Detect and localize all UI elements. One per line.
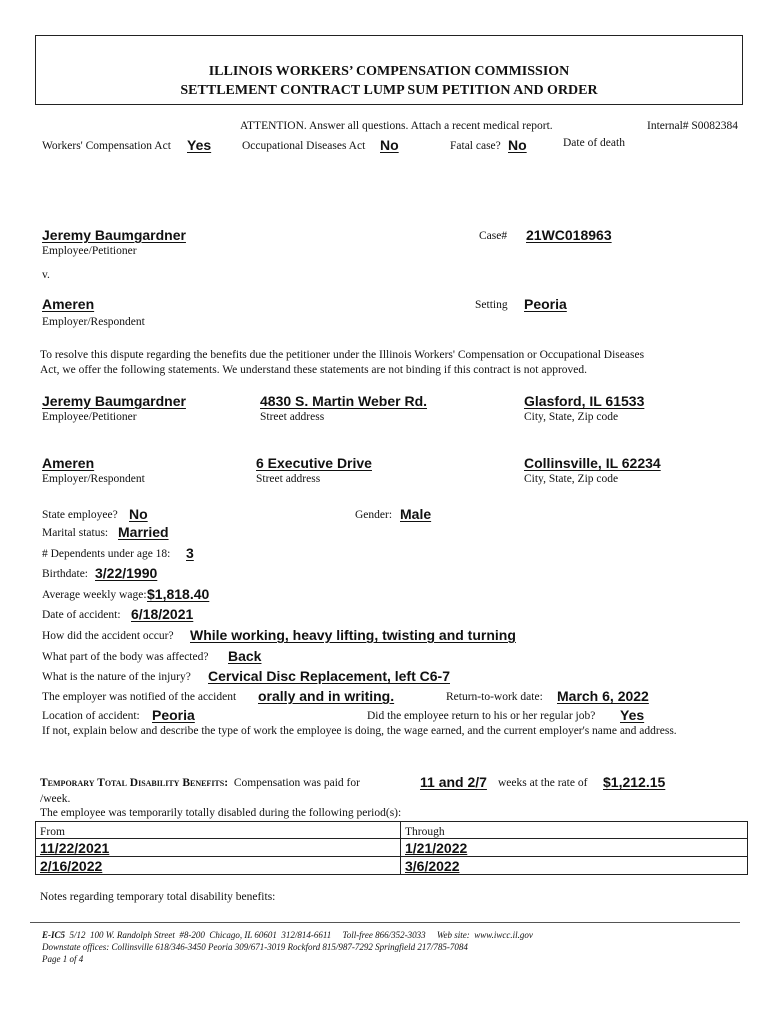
injury-label: What is the nature of the injury? [42, 671, 191, 683]
footer-form-code: IC5 [51, 930, 66, 940]
how-occurred-value[interactable]: While working, heavy lifting, twisting and turning [190, 627, 516, 643]
form-title-line2: SETTLEMENT CONTRACT LUMP SUM PETITION AND ORDER [180, 83, 598, 98]
period-from[interactable]: 11/22/2021 [36, 839, 401, 857]
employer-name-label: Employer/Respondent [42, 473, 145, 485]
date-of-death-label: Date of death [563, 137, 625, 149]
ttd-notes-label: Notes regarding temporary total disability benefits: [40, 891, 276, 903]
body-part-value[interactable]: Back [228, 648, 262, 664]
how-occurred-label: How did the accident occur? [42, 630, 174, 642]
ttd-per-week: /week. [40, 793, 71, 805]
gender-label: Gender: [355, 509, 393, 521]
employer-street[interactable]: 6 Executive Drive [256, 455, 372, 471]
marital-label: Marital status: [42, 527, 109, 539]
returned-label: Did the employee return to his or her regular job? [367, 710, 596, 722]
state-employee-value[interactable]: No [129, 506, 148, 522]
notified-label: The employer was notified of the accident [42, 691, 237, 703]
footer-line1-text: 5/12 100 W. Randolph Street #8-200 Chicago, IL 60601 312/814-6611 Toll-free 866/352-3033 Web site: www.iwcc.il.gov [65, 930, 533, 940]
ttd-heading: Temporary Total Disability Benefits: [40, 777, 229, 789]
table-row [36, 839, 748, 857]
od-act-label: Occupational Diseases Act [242, 140, 366, 152]
caption-respondent-label: Employer/Respondent [42, 316, 145, 328]
employee-city[interactable]: Glasford, IL 61533 [524, 393, 645, 409]
table-row [36, 857, 748, 875]
doa-value[interactable]: 6/18/2021 [131, 606, 194, 622]
notified-value[interactable]: orally and in writing. [258, 688, 395, 704]
ttd-rate-value[interactable]: $1,212.15 [603, 774, 666, 790]
setting-label: Setting [475, 299, 508, 311]
intro-line2: Act, we offer the following statements. We understand these statements are not binding if this contract is not approved. [40, 364, 587, 376]
attention-text: ATTENTION. Answer all questions. Attach a recent medical report. [240, 120, 553, 132]
setting-value[interactable]: Peoria [524, 296, 567, 312]
aww-label: Average weekly wage: [42, 589, 147, 601]
caption-petitioner[interactable]: Jeremy Baumgardner [42, 227, 186, 243]
versus-text: v. [42, 269, 50, 281]
table-header-row [36, 822, 748, 839]
employee-name[interactable]: Jeremy Baumgardner [42, 393, 186, 409]
case-number-value[interactable]: 21WC018963 [526, 227, 612, 243]
marital-value[interactable]: Married [118, 524, 169, 540]
period-through[interactable]: 1/21/2022 [401, 839, 748, 857]
rtw-label: Return-to-work date: [446, 691, 543, 703]
location-label: Location of accident: [42, 710, 140, 722]
employee-name-label: Employee/Petitioner [42, 411, 137, 423]
caption-respondent[interactable]: Ameren [42, 296, 95, 312]
internal-number: Internal# S0082384 [647, 120, 739, 132]
injury-value[interactable]: Cervical Disc Replacement, left C6-7 [208, 668, 450, 684]
returned-value[interactable]: Yes [620, 707, 645, 723]
employer-name[interactable]: Ameren [42, 455, 95, 471]
doa-label: Date of accident: [42, 609, 121, 621]
caption-petitioner-label: Employee/Petitioner [42, 245, 137, 257]
footer-divider [30, 922, 740, 923]
birthdate-value[interactable]: 3/22/1990 [95, 565, 158, 581]
form-title-line1: ILLINOIS WORKERS’ COMPENSATION COMMISSION [208, 64, 570, 79]
location-value[interactable]: Peoria [152, 707, 195, 723]
wc-act-label: Workers' Compensation Act [42, 140, 171, 152]
employee-street-label: Street address [260, 411, 325, 423]
case-number-label: Case# [479, 230, 508, 242]
gender-value[interactable]: Male [400, 506, 432, 522]
dependents-label: # Dependents under age 18: [42, 548, 171, 560]
ttd-periods-label: The employee was temporarily totally disabled during the following period(s): [40, 807, 402, 819]
od-act-value[interactable]: No [380, 137, 399, 153]
ttd-rate-label: weeks at the rate of [498, 777, 588, 789]
footer-page: Page 1 of 4 [42, 954, 84, 964]
employer-street-label: Street address [256, 473, 321, 485]
state-employee-label: State employee? [42, 509, 118, 521]
footer-line2: Downstate offices: Collinsville 618/346-3450 Peoria 309/671-3019 Rockford 815/987-7292 Springfield 217/785-7084 [42, 942, 468, 952]
explain-instructions: If not, explain below and describe the type of work the employee is doing, the wage earned, and the current employer's name and address. [42, 725, 677, 737]
fatal-case-label: Fatal case? [450, 140, 501, 152]
fatal-case-value[interactable]: No [508, 137, 527, 153]
footer-form-id: E- [42, 930, 51, 940]
dependents-value[interactable]: 3 [186, 545, 194, 561]
employer-city[interactable]: Collinsville, IL 62234 [524, 455, 661, 471]
employee-street[interactable]: 4830 S. Martin Weber Rd. [260, 393, 428, 409]
employer-city-label: City, State, Zip code [524, 473, 619, 485]
birthdate-label: Birthdate: [42, 568, 88, 580]
through-header: Through [401, 822, 748, 839]
from-header: From [36, 822, 401, 839]
title-box [35, 35, 743, 105]
ttd-weeks-value[interactable]: 11 and 2/7 [420, 774, 487, 790]
period-through[interactable]: 3/6/2022 [401, 857, 748, 875]
footer-line1 [42, 930, 533, 940]
wc-act-value[interactable]: Yes [187, 137, 212, 153]
rtw-value[interactable]: March 6, 2022 [557, 688, 649, 704]
ttd-periods-table [35, 821, 748, 875]
ttd-paid-label: Compensation was paid for [233, 777, 360, 789]
employee-city-label: City, State, Zip code [524, 411, 619, 423]
intro-line1: To resolve this dispute regarding the benefits due the petitioner under the Illinois Workers' Compensation or Occupational Diseases [40, 349, 645, 361]
body-part-label: What part of the body was affected? [42, 651, 209, 663]
period-from[interactable]: 2/16/2022 [36, 857, 401, 875]
aww-value[interactable]: $1,818.40 [147, 586, 210, 602]
